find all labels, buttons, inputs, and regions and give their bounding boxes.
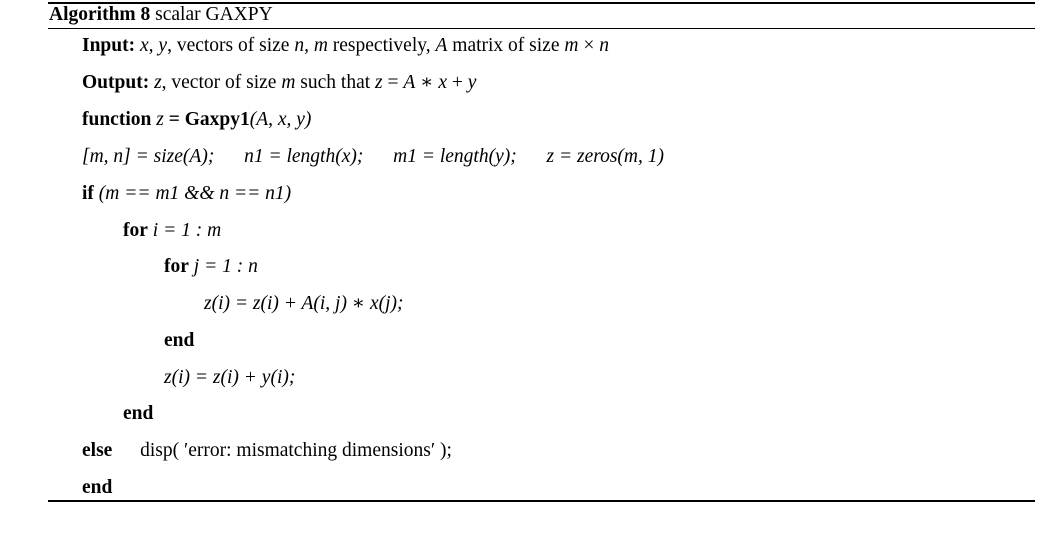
caption-title: scalar GAXPY bbox=[155, 4, 273, 25]
else-keyword: else bbox=[82, 440, 113, 461]
caption-rule bbox=[48, 28, 1035, 29]
if-condition: (m == m1 && n == n1) bbox=[98, 183, 292, 204]
end-inner-line: end bbox=[164, 330, 195, 351]
assign-m1: m1 = length(y); bbox=[393, 146, 517, 167]
input-line bbox=[82, 34, 609, 58]
if-line bbox=[82, 182, 291, 206]
assign-size: [m, n] = size(A); bbox=[82, 146, 215, 167]
output-eq-z: z bbox=[375, 72, 383, 93]
function-eq: = bbox=[163, 109, 185, 130]
end-outer-line: end bbox=[123, 403, 154, 424]
function-keyword: function bbox=[82, 109, 152, 130]
input-vars: x, y bbox=[140, 35, 168, 56]
output-eq-x: x bbox=[438, 72, 447, 93]
input-m: m bbox=[564, 35, 579, 56]
input-matrix: A bbox=[435, 35, 448, 56]
output-eq-a: A bbox=[403, 72, 416, 93]
output-keyword: Output: bbox=[82, 72, 150, 93]
output-m: m bbox=[281, 72, 296, 93]
assign-n1: n1 = length(x); bbox=[244, 146, 364, 167]
for-inner-expr: j = 1 : n bbox=[193, 256, 258, 277]
algorithm-caption bbox=[49, 3, 273, 27]
input-text-1: , vectors of size bbox=[167, 35, 295, 56]
end-if-line: end bbox=[82, 477, 113, 498]
function-args: (A, x, y) bbox=[249, 109, 312, 130]
output-plus: + bbox=[446, 72, 468, 93]
function-return: z bbox=[156, 109, 164, 130]
function-name: Gaxpy1 bbox=[184, 109, 250, 130]
for-outer-keyword: for bbox=[123, 220, 148, 241]
output-z: z bbox=[154, 72, 162, 93]
assign-line bbox=[82, 145, 664, 169]
output-line bbox=[82, 71, 476, 95]
input-text-3: matrix of size bbox=[447, 35, 565, 56]
inner-body-line: z(i) = z(i) + A(i, j) ∗ x(j); bbox=[204, 293, 404, 314]
input-dims: n, m bbox=[294, 35, 328, 56]
for-outer-expr: i = 1 : m bbox=[152, 220, 222, 241]
input-keyword: Input: bbox=[82, 35, 136, 56]
else-statement: disp( ′error: mismatching dimensions′ ); bbox=[140, 440, 452, 461]
for-inner-line bbox=[164, 255, 258, 279]
output-star: ∗ bbox=[415, 72, 439, 93]
outer-body-line: z(i) = z(i) + y(i); bbox=[164, 367, 296, 388]
bottom-rule bbox=[48, 500, 1035, 502]
input-n: n bbox=[599, 35, 609, 56]
if-keyword: if bbox=[82, 183, 94, 204]
output-text-1: , vector of size bbox=[161, 72, 282, 93]
output-text-2: such that bbox=[295, 72, 376, 93]
caption-label: Algorithm 8 bbox=[49, 4, 151, 25]
input-times: × bbox=[578, 35, 600, 56]
assign-zeros: z = zeros(m, 1) bbox=[546, 146, 664, 167]
output-eq: = bbox=[382, 72, 404, 93]
for-outer-line bbox=[123, 219, 221, 243]
output-eq-y: y bbox=[467, 72, 477, 93]
for-inner-keyword: for bbox=[164, 256, 189, 277]
function-line bbox=[82, 108, 311, 132]
input-text-2: respectively, bbox=[327, 35, 436, 56]
else-line bbox=[82, 439, 452, 463]
